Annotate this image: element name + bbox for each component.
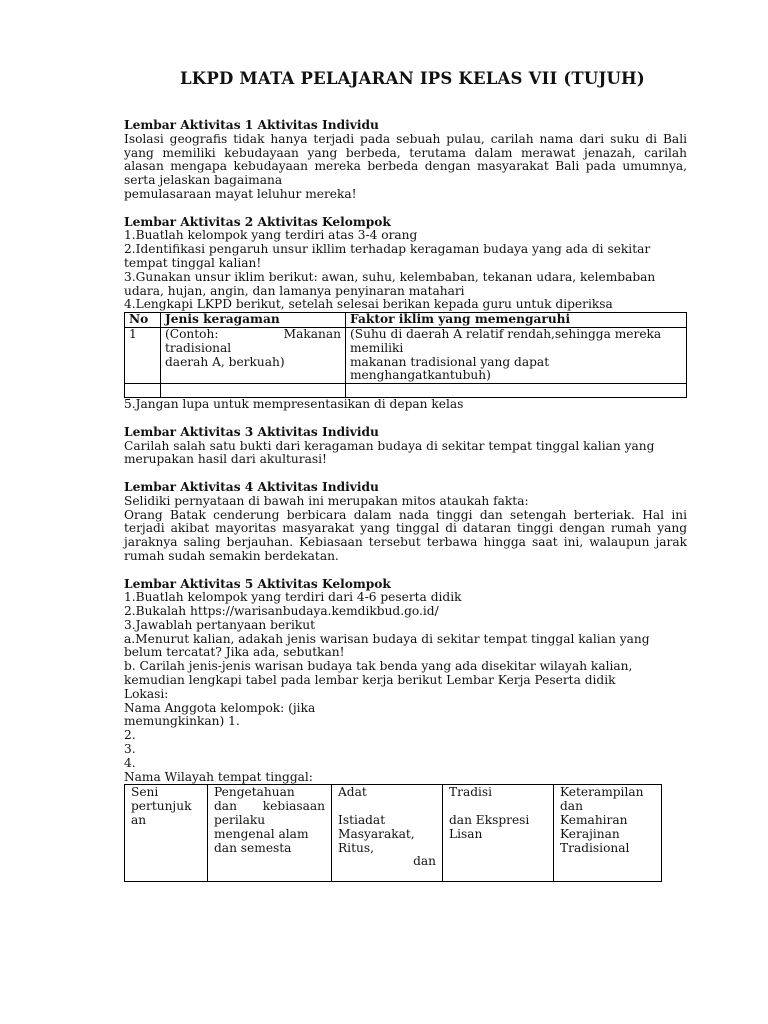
activity-2-step-3: 3.Gunakan unsur iklim berikut: awan, suhu, kelembaban, tekanan udara, kelembaban udara, hujan, angin, dan lamanya penyinaran matahari (124, 269, 656, 298)
cell-faktor-line-1: (Suhu di daerah A relatif rendah,sehingga mereka memiliki (350, 326, 662, 355)
activity-5-question-a: a.Menurut kalian, adakah jenis warisan budaya di sekitar tempat tinggal kalian yang belum tercatat? Jika ada, sebutkan! (124, 631, 650, 660)
cell-line: Pengetahuan (214, 785, 295, 800)
cell-empty[interactable] (125, 384, 161, 398)
cell-pengetahuan (208, 785, 332, 882)
activity-5-step-2: 2.Bukalah https://warisanbudaya.kemdikbud.go.id/ (124, 604, 439, 619)
activity-3-body: Carilah salah satu bukti dari keragaman budaya di sekitar tempat tinggal kalian yang merupakan hasil dari akulturasi! (124, 438, 655, 467)
cell-line: an (131, 813, 147, 828)
activity-5-heading: Lembar Aktivitas 5 Aktivitas Kelompok (124, 576, 391, 591)
activity-2-step-1: 1.Buatlah kelompok yang terdiri atas 3-4 orang (124, 228, 418, 243)
cell-line: dan semesta (214, 840, 292, 855)
cell-line: pertunjuk (131, 799, 192, 814)
cell-adat-istiadat (332, 785, 443, 882)
activity-1-heading: Lembar Aktivitas 1 Aktivitas Individu (124, 118, 379, 132)
activity-3-heading: Lembar Aktivitas 3 Aktivitas Individu (124, 424, 379, 439)
cell-line: Keterampilan (560, 785, 644, 800)
cell-line: dan kebiasaan (214, 799, 325, 814)
cell-line: mengenal alam (214, 826, 309, 841)
document-body (124, 119, 687, 882)
activity-5-question-b: b. Carilah jenis-jenis warisan budaya tak benda yang ada disekitar wilayah kalian, kemudian lengkapi tabel pada lembar kerja berikut Lembar Kerja Peserta didik (124, 659, 633, 688)
table-row (125, 785, 662, 882)
activity-1-body-end: pemulasaraan mayat leluhur mereka! (124, 186, 357, 201)
cell-seni-pertunjukan (125, 785, 208, 882)
cell-faktor (346, 327, 687, 383)
anggota-label-2: memungkinkan) 1. (124, 714, 240, 729)
cell-tradisi-lisan (443, 785, 554, 882)
cell-jenis (161, 327, 346, 383)
cell-keterampilan (554, 785, 662, 882)
lokasi-label: Lokasi: (124, 686, 169, 701)
cell-line: dan (413, 854, 436, 869)
activity-2-step-2: 2.Identifikasi pengaruh unsur ikllim terhadap keragaman budaya yang ada di sekitar tempat tinggal kalian! (124, 242, 651, 270)
cell-empty[interactable] (346, 384, 687, 398)
cell-line: Ritus, (338, 840, 374, 855)
cell-line: Kemahiran (560, 813, 628, 828)
cell-line: Seni (131, 785, 159, 800)
anggota-number-3: 3. (124, 742, 136, 757)
activity-2-table (124, 312, 687, 398)
cell-empty[interactable] (161, 384, 346, 398)
cell-jenis-line-1: (Contoh: Makanan tradisional (165, 326, 341, 355)
activity-2-step-4: 4.Lengkapi LKPD berikut, setelah selesai berikan kepada guru untuk diperiksa (124, 297, 613, 312)
header-jenis-keragaman: Jenis keragaman (161, 313, 346, 328)
activity-4-body-1: Selidiki pernyataan di bawah ini merupakan mitos ataukah fakta: (124, 493, 529, 508)
cell-line: Lisan (449, 826, 483, 841)
table-header-row (125, 313, 687, 328)
anggota-number-2: 2. (124, 728, 136, 743)
cell-line: Tradisi (449, 785, 493, 800)
cell-line: Istiadat (338, 813, 386, 828)
activity-1-body: Isolasi geografis tidak hanya terjadi pada sebuah pulau, carilah nama dari suku di Bali yang memiliki kebudayaan yang berbeda, terutama dalam merawat jenazah, carilah alasan mengapa kebudayaan mereka berbeda dengan masyarakat Bali pada umumnya, serta jelaskan bagaimana (124, 131, 687, 188)
cell-faktor-line-2: makanan tradisional yang dapat menghangatkantubuh) (350, 354, 550, 383)
activity-2-heading: Lembar Aktivitas 2 Aktivitas Kelompok (124, 214, 391, 229)
cell-line: dan Ekspresi (449, 813, 530, 828)
page-title: LKPD MATA PELAJARAN IPS KELAS VII (TUJUH) (180, 69, 645, 88)
activity-5-table (124, 784, 662, 882)
activity-5-step-1: 1.Buatlah kelompok yang terdiri dari 4-6 peserta didik (124, 590, 462, 605)
table-row-empty (125, 384, 687, 398)
activity-2-step-5: 5.Jangan lupa untuk mempresentasikan di depan kelas (124, 397, 464, 412)
cell-line: Adat (338, 785, 367, 800)
cell-line: Kerajinan (560, 826, 620, 841)
cell-line: dan (560, 799, 583, 814)
header-faktor-iklim: Faktor iklim yang memengaruhi (346, 313, 687, 328)
table-row (125, 327, 687, 383)
anggota-label-1: Nama Anggota kelompok: (jika (124, 700, 316, 715)
anggota-number-4: 4. (124, 755, 136, 770)
cell-jenis-line-2: daerah A, berkuah) (165, 354, 285, 369)
header-no: No (125, 313, 161, 328)
wilayah-label: Nama Wilayah tempat tinggal: (124, 769, 313, 784)
cell-line: Tradisional (560, 840, 630, 855)
activity-4-heading: Lembar Aktivitas 4 Aktivitas Individu (124, 479, 379, 494)
cell-line: perilaku (214, 813, 266, 828)
cell-no: 1 (125, 327, 161, 383)
cell-line: Masyarakat, (338, 826, 415, 841)
activity-5-step-3: 3.Jawablah pertanyaan berikut (124, 617, 316, 632)
activity-4-body-2: Orang Batak cenderung berbicara dalam nada tinggi dan setengah berteriak. Hal ini terjadi akibat mayoritas masyarakat yang tinggal di dataran tinggi dengan rumah yang jaraknya saling berjauhan. Kebiasaan tersebut terbawa hingga saat ini, walaupun jarak rumah sudah semakin berdekatan. (124, 507, 687, 563)
